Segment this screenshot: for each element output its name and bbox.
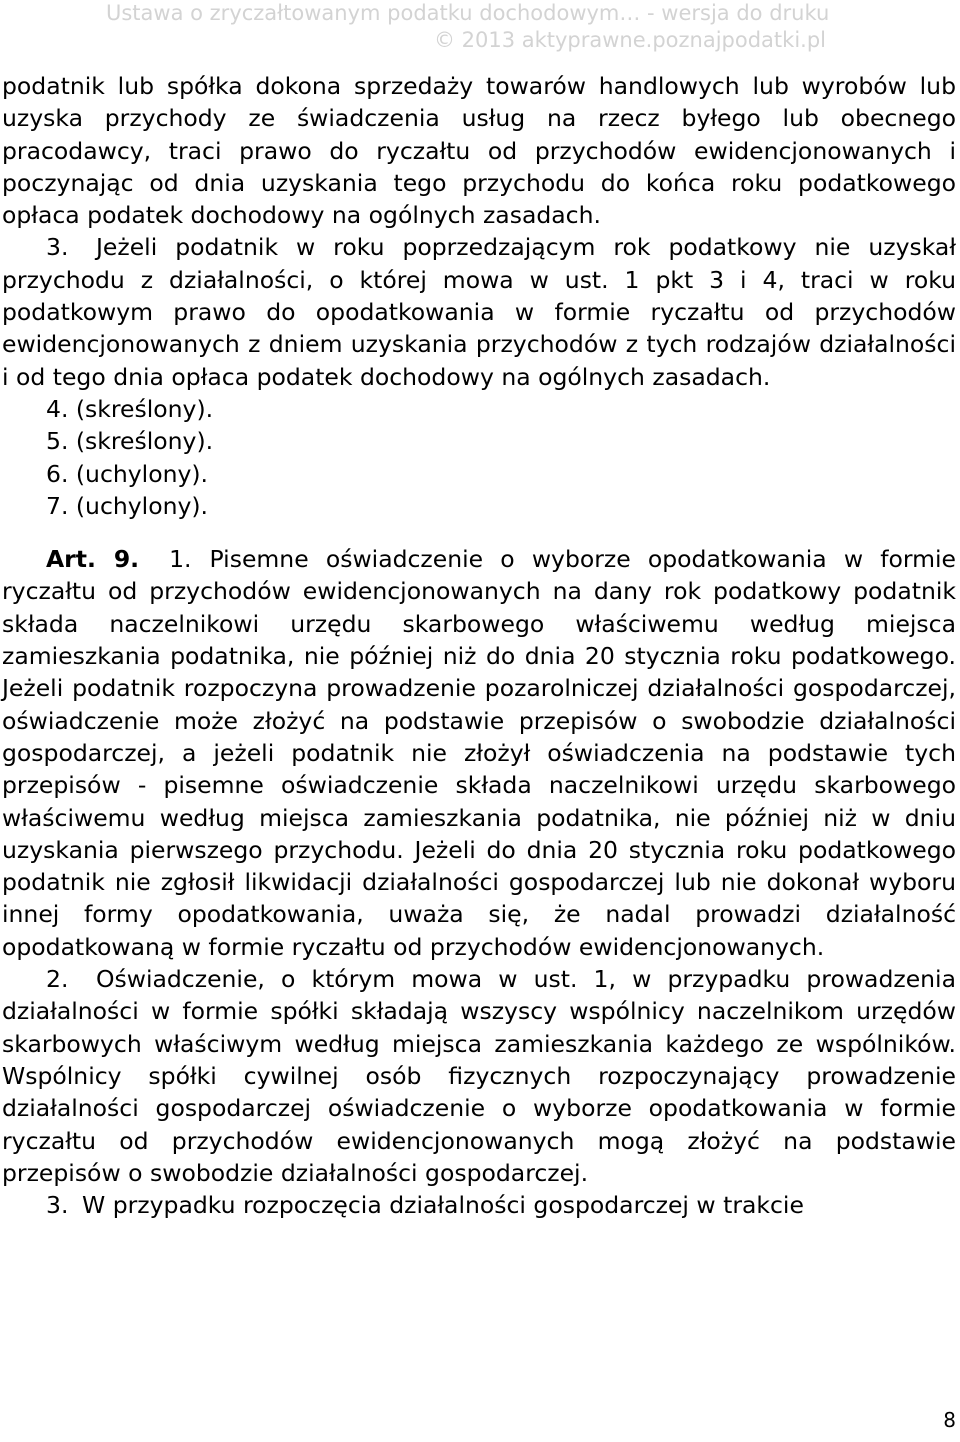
paragraph-3 <box>2 231 956 392</box>
paragraph-number: 2. <box>46 965 69 994</box>
list-item: 6. (uchylony). <box>46 459 209 488</box>
print-header <box>106 0 830 54</box>
paragraph-continuation: podatnik lub spółka dokona sprzedaży towarów handlowych lub wyrobów lub uzyska przychody ze świadczenia usług na rzecz byłego lub obecnego pracodawcy, traci prawo do ryczałtu od przychodów ewidencjonowanych i poczynając od dnia uzyskania tego przychodu do końca roku podatkowego opłaca podatek dochodowy na ogólnych zasadach. <box>2 72 956 230</box>
list-item: 5. (skreślony). <box>46 427 214 456</box>
paragraph-text: Jeżeli podatnik w roku poprzedzającym rok podatkowy nie uzyskał przychodu z działalności, o której mowa w ust. 1 pkt 3 i 4, traci w roku podatkowym prawo do opodatkowania w formie ryczałtu od przychodów ewidencjonowanych z dniem uzyskania przychodów z tych rodzajów działalności i od tego dnia opłaca podatek dochodowy na ogólnych zasadach. <box>2 233 956 391</box>
list-item: 4. (skreślony). <box>46 394 214 423</box>
header-copyright: © 2013 aktyprawne.poznajpodatki.pl <box>433 28 826 52</box>
paragraph-text: Pisemne oświadczenie o wyborze opodatkowania w formie ryczałtu od przychodów ewidencjonowanych na dany rok podatkowy podatnik składa naczelnikowi urzędu skarbowego właściwemu według miejsca zamieszkania podatnika, nie później niż do dnia 20 stycznia roku podatkowego. Jeżeli podatnik rozpoczyna prowadzenie pozarolniczej działalności gospodarczej, oświadczenie może złożyć na podstawie przepisów o swobodzie działalności gospodarczej, a jeżeli podatnik nie złożył oświadczenia na podstawie tych przepisów - pisemne oświadczenie składa naczelnikowi urzędu skarbowego właściwemu według miejsca zamieszkania podatnika, nie później niż w dniu uzyskania pierwszego przychodu. Jeżeli do dnia 20 stycznia roku podatkowego podatnik nie zgłosił likwidacji działalności gospodarczej lub nie dokonał wyboru innej formy opodatkowania, uważa się, że nadal prowadzi działalność opodatkowaną w formie ryczałtu od przychodów ewidencjonowanych. <box>2 545 956 961</box>
paragraph-text: W przypadku rozpoczęcia działalności gospodarczej w trakcie <box>82 1191 804 1220</box>
header-title: Ustawa o zryczałtowanym podatku dochodowym… - wersja do druku <box>106 1 830 25</box>
paragraph-number: 1. <box>169 545 192 574</box>
spacer <box>2 522 956 543</box>
paragraph-number: 3. <box>46 1191 69 1220</box>
article-9-paragraph-1 <box>2 543 956 963</box>
paragraph-number: 3. <box>46 233 69 262</box>
page-number: 8 <box>943 1408 956 1432</box>
paragraph-text: Oświadczenie, o którym mowa w ust. 1, w przypadku prowadzenia działalności w formie spółki składają wszyscy wspólnicy naczelnikom urzędów skarbowych właściwym według miejsca zamieszkania każdego ze wspólników. Wspólnicy spółki cywilnej osób fizycznych rozpoczynający prowadzenie działalności gospodarczej oświadczenie o wyborze opodatkowania w formie ryczałtu od przychodów ewidencjonowanych mogą złożyć na podstawie przepisów o swobodzie działalności gospodarczej. <box>2 965 956 1187</box>
list-item: 7. (uchylony). <box>46 491 209 520</box>
article-label: Art. 9. <box>46 545 140 574</box>
article-9-paragraph-3 <box>2 1189 956 1221</box>
document-body <box>2 70 956 1221</box>
article-9-paragraph-2 <box>2 963 956 1189</box>
